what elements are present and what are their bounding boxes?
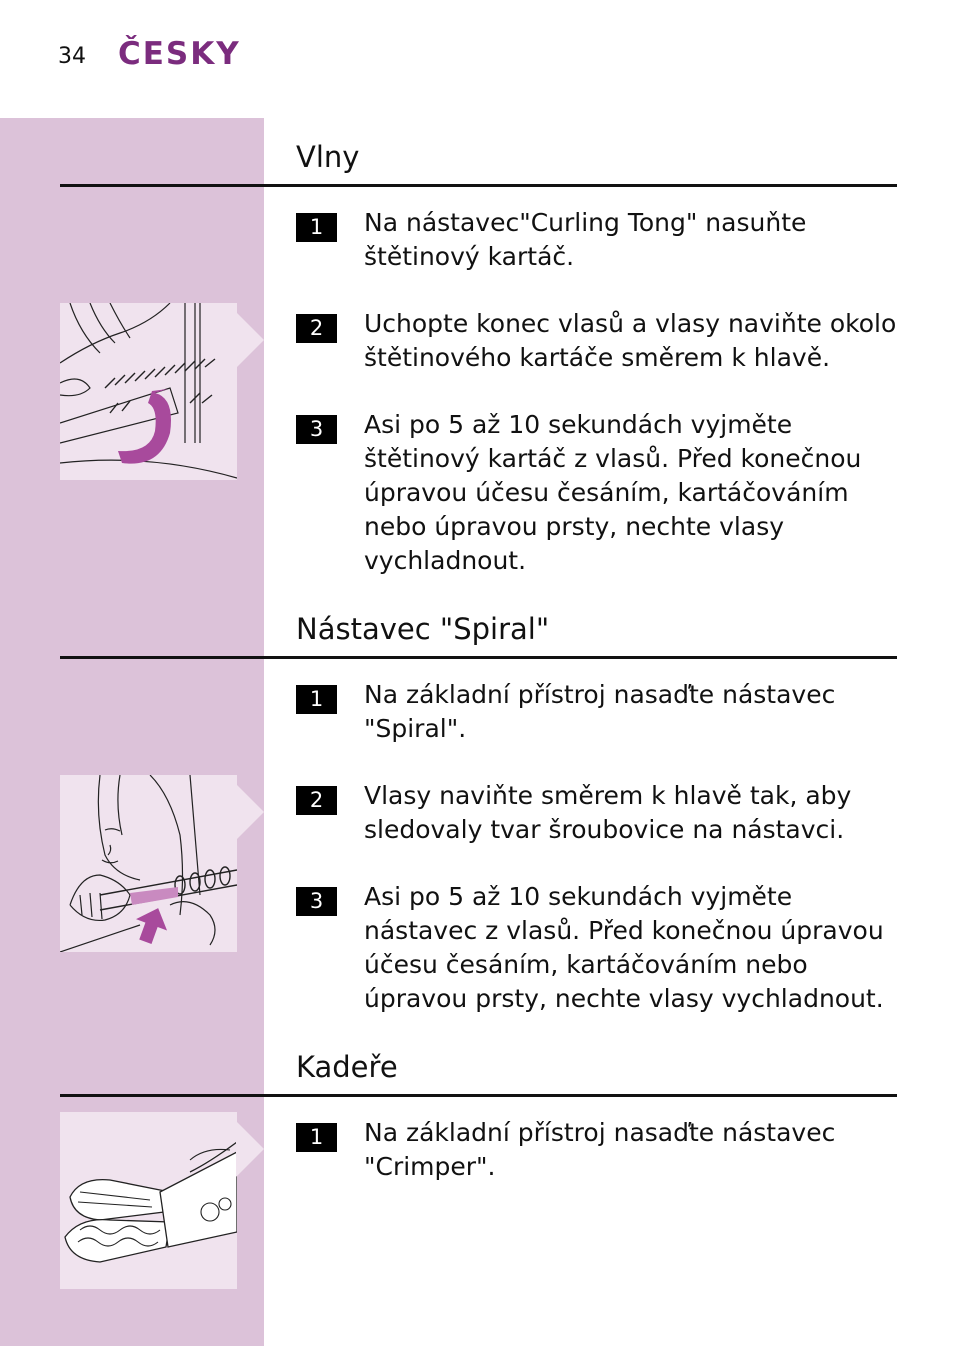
step-number: 1: [296, 1123, 337, 1152]
section-rule: [60, 1094, 897, 1097]
section-title-kadere: Kadeře: [296, 1050, 398, 1084]
section-rule: [60, 656, 897, 659]
step-text: Asi po 5 až 10 sekundách vyjměte štětinový kartáč z vlasů. Před konečnou úpravou účesu česáním, kartáčováním nebo úpravou prsty, nechte vlasy vychladnout.: [364, 410, 862, 575]
step-text: Vlasy naviňte směrem k hlavě tak, aby sledovaly tvar šroubovice na nástavci.: [364, 781, 852, 844]
page-number: 34: [58, 44, 86, 69]
illustration-spiral-wand: [60, 775, 237, 952]
illustration-brush-curling: [60, 303, 237, 480]
illustration-pointer: [236, 1121, 264, 1177]
step-number: 3: [296, 415, 337, 444]
illustration-pointer: [236, 784, 264, 840]
step-text: Na základní přístroj nasaďte nástavec "Crimper".: [364, 1118, 836, 1181]
step-number: 1: [296, 685, 337, 714]
section-title-vlny: Vlny: [296, 140, 360, 174]
language-heading: ČESKY: [118, 36, 241, 72]
step-number: 3: [296, 887, 337, 916]
step-text: Uchopte konec vlasů a vlasy naviňte okolo štětinového kartáče směrem k hlavě.: [364, 309, 897, 372]
step-number: 2: [296, 786, 337, 815]
illustration-crimper: [60, 1112, 237, 1289]
step-text: Asi po 5 až 10 sekundách vyjměte nástavec z vlasů. Před konečnou úpravou účesu česáním, kartáčováním nebo úpravou prsty, nechte vlasy vychladnout.: [364, 882, 884, 1013]
step-text: Na základní přístroj nasaďte nástavec "Spiral".: [364, 680, 836, 743]
up-arrow-icon: [130, 902, 173, 947]
step-number: 1: [296, 213, 337, 242]
step-text: Na nástavec"Curling Tong" nasuňte štětinový kartáč.: [364, 208, 807, 271]
step-number: 2: [296, 314, 337, 343]
illustration-pointer: [236, 312, 264, 368]
section-title-spiral: Nástavec "Spiral": [296, 612, 550, 646]
section-rule: [60, 184, 897, 187]
